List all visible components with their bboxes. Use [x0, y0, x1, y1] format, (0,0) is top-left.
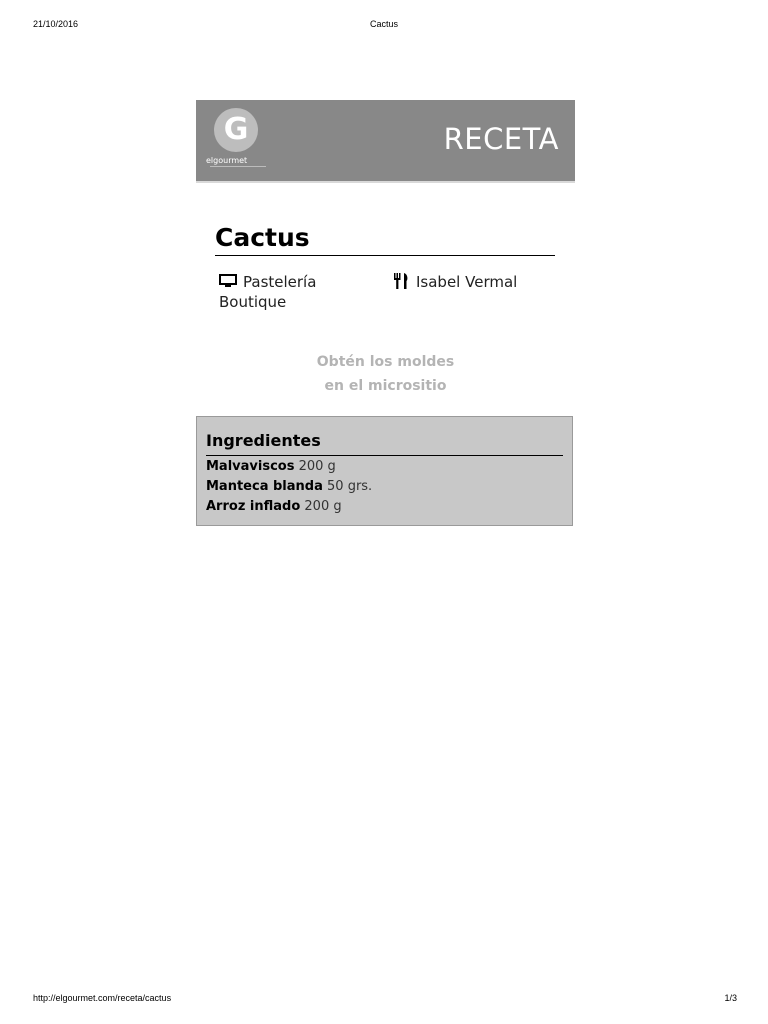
logo-wordmark: elgourmet	[206, 156, 248, 165]
list-item	[206, 497, 372, 517]
recipe-title: Cactus	[215, 223, 310, 252]
ingredient-name: Arroz inflado	[206, 499, 301, 514]
ingredients-divider	[206, 455, 563, 456]
moldes-line-1: Obtén los moldes	[316, 354, 455, 370]
list-item	[206, 477, 372, 497]
ingredient-quantity: 200 g	[304, 499, 342, 514]
ingredient-quantity: 200 g	[298, 459, 336, 474]
ingredients-list	[206, 457, 372, 517]
ingredient-name: Manteca blanda	[206, 479, 323, 494]
recipe-author[interactable]	[393, 272, 517, 292]
moldes-line-2: en el micrositio	[324, 378, 447, 394]
print-page-number: 1/3	[724, 993, 737, 1003]
logo-tagline	[210, 166, 266, 171]
recipe-author-label: Isabel Vermal	[416, 273, 518, 291]
logo-letter: G	[223, 112, 249, 147]
elgourmet-logo[interactable]	[206, 108, 266, 174]
ingredients-heading: Ingredientes	[206, 431, 321, 450]
monitor-icon	[219, 274, 237, 288]
title-divider	[215, 255, 555, 256]
ingredients-panel	[196, 416, 573, 526]
print-date: 21/10/2016	[33, 19, 79, 29]
list-item	[206, 457, 372, 477]
fork-knife-icon	[393, 273, 409, 289]
print-footer-url: http://elgourmet.com/receta/cactus	[33, 993, 172, 1003]
ingredient-quantity: 50 grs.	[327, 479, 373, 494]
print-title: Cactus	[369, 19, 398, 29]
recipe-banner	[196, 100, 575, 183]
recipe-category[interactable]	[219, 272, 369, 312]
banner-title: RECETA	[443, 122, 559, 156]
moldes-link[interactable]	[196, 350, 575, 398]
recipe-category-label: Pastelería Boutique	[219, 273, 317, 311]
ingredient-name: Malvaviscos	[206, 459, 295, 474]
